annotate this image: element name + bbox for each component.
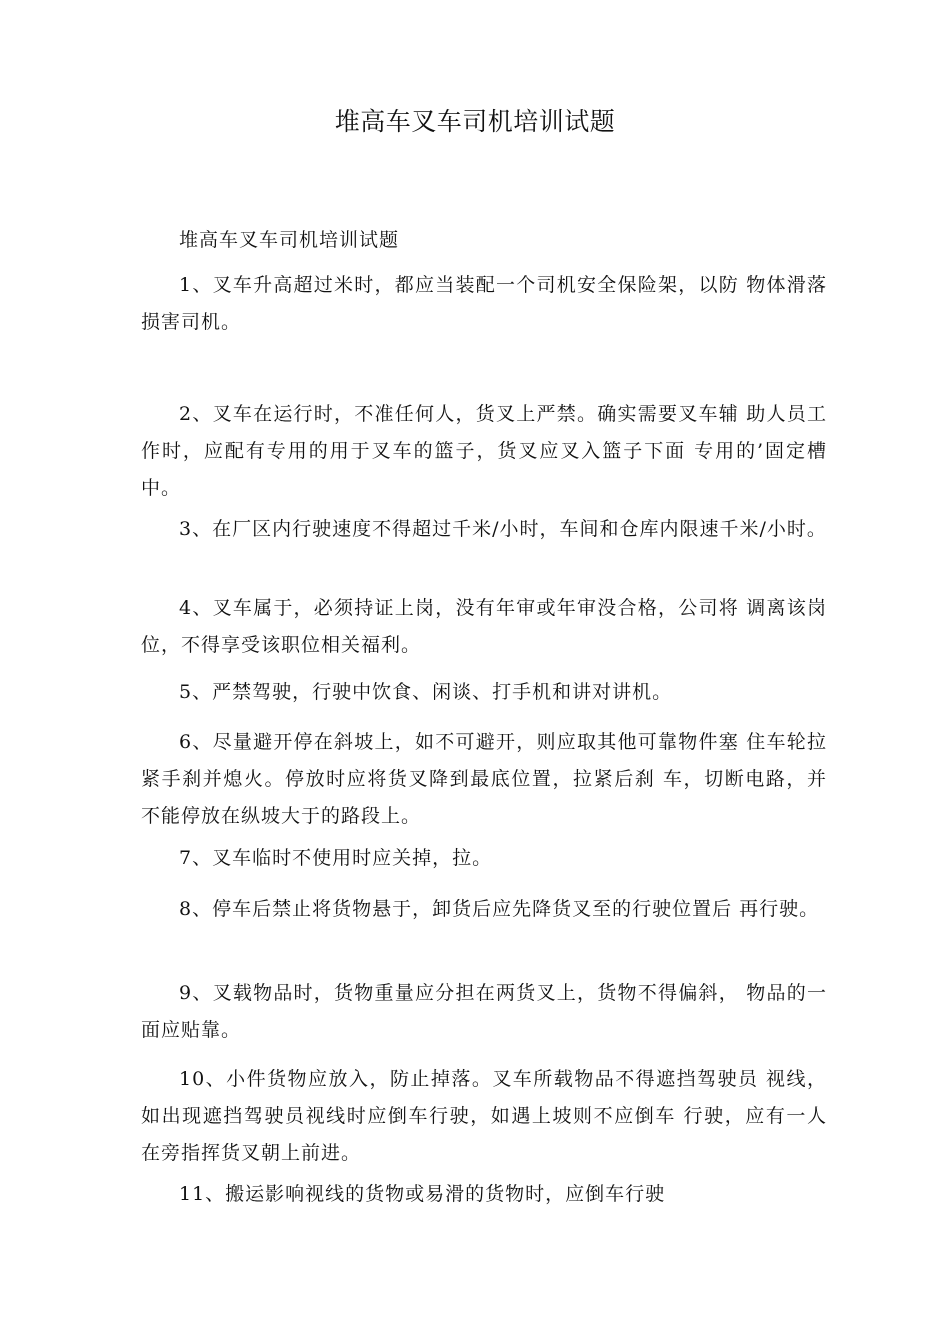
paragraph-item-2: 2、叉车在运行时，不准任何人，货叉上严禁。确实需要叉车辅 助人员工作时，应配有专用的用于叉车的篮子，货叉应叉入篮子下面 专用的’固定槽中。 xyxy=(141,403,827,499)
paragraph-item-3: 3、在厂区内行驶速度不得超过千米/小时，车间和仓库内限速千米/小时。 xyxy=(179,518,827,540)
paragraph-item-1: 1、叉车升高超过米时，都应当装配一个司机安全保险架，以防 物体滑落损害司机。 xyxy=(141,274,827,333)
paragraph-item-7: 7、叉车临时不使用时应关掉，拉。 xyxy=(179,847,493,869)
paragraph-item-11: 11、搬运影响视线的货物或易滑的货物时，应倒车行驶 xyxy=(179,1183,666,1205)
paragraph-item-10: 10、小件货物应放入，防止掉落。叉车所载物品不得遮挡驾驶员 视线，如出现遮挡驾驶员视线时应倒车行驶，如遇上坡则不应倒车 行驶，应有一人在旁指挥货叉朝上前进。 xyxy=(141,1068,827,1164)
paragraph-item-9: 9、叉载物品时，货物重量应分担在两货叉上，货物不得偏斜， 物品的一面应贴靠。 xyxy=(141,982,827,1041)
paragraph-item-6: 6、尽量避开停在斜坡上，如不可避开，则应取其他可靠物件塞 住车轮拉紧手刹并熄火。停放时应将货叉降到最底位置，拉紧后刹 车，切断电路，并不能停放在纵坡大于的路段上。 xyxy=(141,731,827,827)
paragraph-item-5: 5、严禁驾驶，行驶中饮食、闲谈、打手机和讲对讲机。 xyxy=(179,681,673,703)
paragraph-item-8: 8、停车后禁止将货物悬于，卸货后应先降货叉至的行驶位置后 再行驶。 xyxy=(179,898,820,920)
document-title: 堆高车叉车司机培训试题 xyxy=(334,107,616,136)
document-subtitle: 堆高车叉车司机培训试题 xyxy=(179,229,400,251)
paragraph-item-4: 4、叉车属于，必须持证上岗，没有年审或年审没合格，公司将 调离该岗位，不得享受该职位相关福利。 xyxy=(141,597,827,656)
